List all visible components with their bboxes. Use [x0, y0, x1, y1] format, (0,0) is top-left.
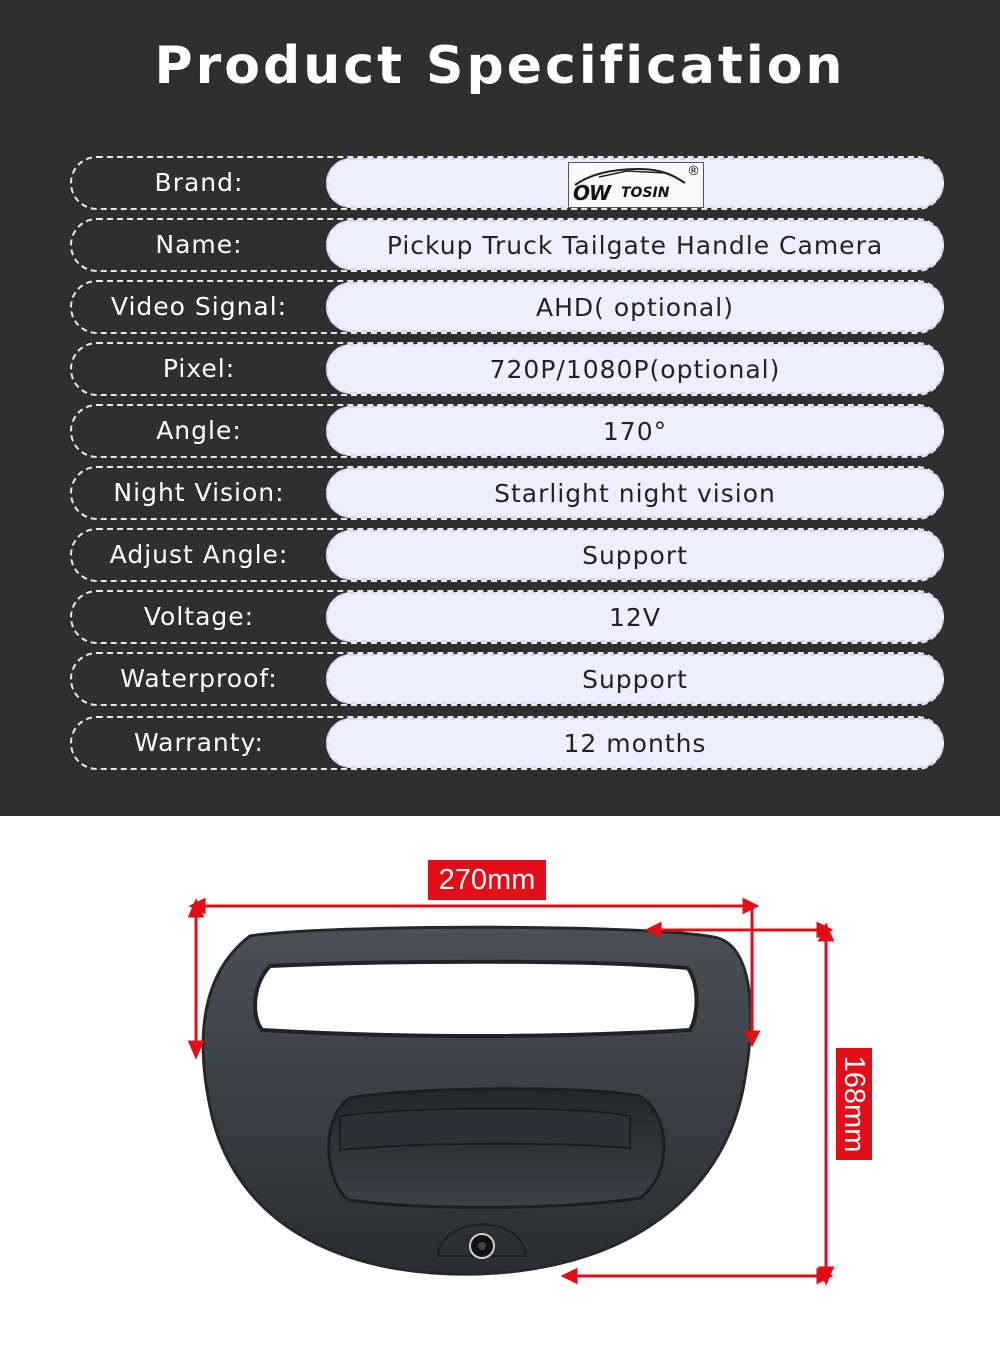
width-dimension-label: 270mm: [428, 860, 546, 900]
spec-label: Video Signal:: [110, 292, 288, 321]
spec-row-name: [70, 218, 944, 272]
page-title: Product Specification: [154, 36, 846, 96]
spec-value: AHD( optional): [536, 293, 734, 322]
registered-mark: ®: [687, 164, 700, 179]
spec-label: Angle:: [156, 416, 242, 445]
spec-value-pill: [326, 406, 944, 456]
lever: [340, 1109, 630, 1151]
spec-value: Support: [582, 541, 688, 570]
spec-row-voltage: [70, 590, 944, 644]
dimension-diagram: [0, 816, 1000, 1356]
spec-value-pill: [326, 654, 944, 704]
spec-row-brand: [70, 156, 944, 210]
spec-value-pill: [326, 718, 944, 768]
spec-label: Name:: [155, 230, 243, 259]
spec-label: Warranty:: [134, 728, 264, 757]
spec-value: 12 months: [563, 729, 707, 758]
spec-row-video-signal: [70, 280, 944, 334]
logo-text: OW: [573, 181, 611, 205]
spec-value-pill: [326, 592, 944, 642]
height-dimension-label: [836, 1048, 872, 1160]
spec-row-night-vision: [70, 466, 944, 520]
spec-value-pill: [326, 344, 944, 394]
spec-value: 170°: [602, 417, 668, 446]
spec-label: Brand:: [154, 168, 244, 197]
spec-value-pill: [326, 220, 944, 270]
spec-value-pill: [326, 282, 944, 332]
spec-value: 12V: [609, 603, 661, 632]
spec-label: Pixel:: [162, 354, 236, 383]
spec-label: Adjust Angle:: [109, 540, 289, 569]
spec-row-pixel: [70, 342, 944, 396]
grip-opening: [255, 962, 696, 1036]
spec-row-waterproof: [70, 652, 944, 706]
spec-row-adjust-angle: [70, 528, 944, 582]
spec-value-pill: [326, 468, 944, 518]
spec-label: Voltage:: [143, 602, 255, 631]
spec-value: 720P/1080P(optional): [489, 355, 781, 384]
spec-row-warranty: [70, 716, 944, 770]
spec-row-angle: [70, 404, 944, 458]
spec-label: Waterproof:: [120, 664, 278, 693]
spec-value-pill: [326, 158, 944, 208]
spec-value: Support: [582, 665, 688, 694]
lever-recess: [329, 1089, 664, 1208]
height-dimension-text: 168mm: [838, 1055, 870, 1153]
logo-text-sub: TOSIN: [621, 185, 670, 201]
spec-value-pill: [326, 530, 944, 580]
lens-center: [478, 1242, 486, 1250]
spec-value: Pickup Truck Tailgate Handle Camera: [386, 231, 884, 260]
spec-value: Starlight night vision: [494, 479, 776, 508]
spec-label: Night Vision:: [113, 478, 285, 507]
brand-logo: [568, 162, 704, 208]
